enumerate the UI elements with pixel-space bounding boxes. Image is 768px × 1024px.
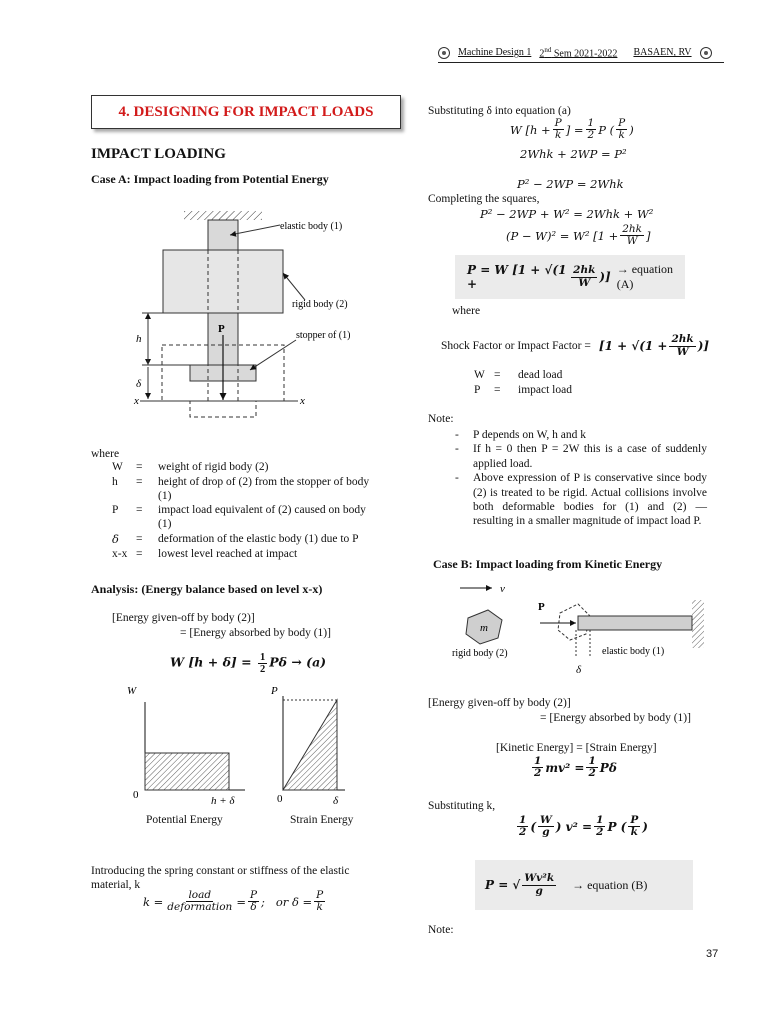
svg-text:rigid body (2): rigid body (2) xyxy=(452,648,508,659)
load-label: P xyxy=(218,323,225,335)
svg-text:x: x xyxy=(300,395,305,407)
equation-A-box: P = W [1 + √(1 + $\frac{2hk}{W}$ )] → equation (A) xyxy=(455,255,685,299)
energy-line-1: [Energy given-off by body (2)] xyxy=(112,612,255,624)
ke-se-line: [Kinetic Energy] = [Strain Energy] xyxy=(496,742,657,754)
svg-text:δ: δ xyxy=(136,378,142,390)
rigid-body xyxy=(163,250,283,313)
case-a-heading: Case A: Impact loading from Potential Energy xyxy=(91,172,329,186)
chapter-title: 4. DESIGNING FOR IMPACT LOADS xyxy=(91,95,401,129)
caseb-energy-line-2: = [Energy absorbed by body (1)] xyxy=(540,712,691,724)
potential-energy-area xyxy=(145,753,229,790)
spring-intro: Introducing the spring constant or stiffness of the elastic material, k xyxy=(91,865,350,892)
svg-text:elastic body (1): elastic body (1) xyxy=(280,221,343,232)
author: BASAEN, RV xyxy=(633,47,692,59)
svg-text:W: W xyxy=(127,685,137,697)
def-row: x-x = lowest level reached at impact xyxy=(112,547,298,560)
caseb-note-label: Note: xyxy=(428,924,454,936)
svg-text:v: v xyxy=(500,583,505,595)
note-item: - Above expression of P is conservative since body (2) is treated to be rigid. Actual collisions involve both deformable bodies for (1) and (2) — resulting in a smaller magnitude of impact load P. xyxy=(473,471,707,529)
eq-step-4: P² − 2WP + W² = 2Whk + W² xyxy=(480,207,654,221)
eq-step-2: 2Whk + 2WP = P² xyxy=(520,147,627,161)
energy-graphs xyxy=(115,680,375,805)
case-b-diagram xyxy=(440,578,720,678)
completing-squares: Completing the squares, xyxy=(428,193,540,205)
def-row: P = impact load equivalent of (2) caused on body (1) xyxy=(112,504,366,531)
seal-icon xyxy=(438,47,450,59)
subst-k: Substituting k, xyxy=(428,800,496,812)
case-a-diagram xyxy=(120,205,350,425)
equation-a: W [h + δ] = $\frac{1}{2}$ Pδ → (a) xyxy=(170,652,327,676)
def-row: δ = deformation of the elastic body (1) due to P xyxy=(112,531,359,546)
strain-energy-area xyxy=(283,700,337,790)
eq-step-1: W [h + $\frac{P}{k}$ ] = $\frac{1}{2}$ P ( $\frac{P}{k}$ ) xyxy=(510,117,634,142)
svg-text:P: P xyxy=(538,601,545,613)
ke-se-equation: $\frac{1}{2}$ mv² = $\frac{1}{2}$ Pδ xyxy=(534,755,617,780)
def-row: W = dead load xyxy=(474,369,563,381)
potential-energy-caption: Potential Energy xyxy=(146,814,223,826)
def-row: P = impact load xyxy=(474,383,572,396)
eq-step-5: (P − W)² = W² [1 + $\frac{2hk}{W}$ ] xyxy=(506,223,651,248)
notes-list xyxy=(455,428,707,529)
svg-text:δ: δ xyxy=(333,795,339,805)
header-rule xyxy=(438,62,724,63)
variable-definitions xyxy=(112,461,372,563)
svg-text:m: m xyxy=(480,622,488,634)
svg-text:h: h xyxy=(136,333,142,345)
svg-text:x: x xyxy=(134,395,139,407)
stopper-outline xyxy=(190,401,256,417)
svg-text:elastic body (1): elastic body (1) xyxy=(602,646,665,657)
svg-text:0: 0 xyxy=(277,793,283,805)
energy-line-2: = [Energy absorbed by body (1)] xyxy=(180,627,331,639)
note-item: - P depends on W, h and k xyxy=(473,428,707,442)
eq-step-3: P² − 2WP = 2Whk xyxy=(517,177,624,191)
subst-delta: Substituting δ into equation (a) xyxy=(428,105,571,117)
ceiling-hatch xyxy=(184,211,262,220)
svg-text:rigid body (2): rigid body (2) xyxy=(292,299,348,310)
elastic-bar xyxy=(578,616,692,630)
where-label: where xyxy=(91,448,120,460)
page-header xyxy=(438,46,728,59)
seal-icon xyxy=(700,47,712,59)
analysis-heading: Analysis: (Energy balance based on level x-x) xyxy=(91,582,323,596)
semester: 2nd Sem 2021-2022 xyxy=(539,46,618,60)
strain-energy-caption: Strain Energy xyxy=(290,814,354,826)
section-title: IMPACT LOADING xyxy=(91,146,226,162)
elastic-body xyxy=(208,220,238,250)
where-right: where xyxy=(452,305,481,317)
svg-text:P: P xyxy=(271,685,278,697)
page-number: 37 xyxy=(706,948,719,960)
svg-text:0: 0 xyxy=(133,789,139,801)
case-b-heading: Case B: Impact loading from Kinetic Energy xyxy=(433,557,663,571)
def-row: h = height of drop of (2) from the stopper of body (1) xyxy=(112,475,370,502)
subst-k-equation: $\frac{1}{2}$ ( $\frac{W}{g}$ ) v² = $\frac{1}{2}$ P ( $\frac{P}{k}$ ) xyxy=(519,814,648,839)
note-item: - If h = 0 then P = 2W this is a case of suddenly applied load. xyxy=(473,442,707,471)
course-name: Machine Design 1 xyxy=(458,47,532,59)
stiffness-equation: k = $\frac{\text{load}}{\text{deformation}}$ = $\frac{P}{\delta}$ ; or δ = $\frac{P}{k}$ xyxy=(143,889,324,914)
right-definitions xyxy=(474,369,572,399)
wall-hatch xyxy=(692,600,704,648)
svg-text:h + δ: h + δ xyxy=(211,795,235,805)
svg-text:stopper of (1): stopper of (1) xyxy=(296,330,350,341)
def-row: W = weight of rigid body (2) xyxy=(112,461,269,473)
equation-B-box: P = √ $\frac{\text{Wv²k}}{g}$ → equation (B) xyxy=(475,860,693,910)
caseb-energy-line-1: [Energy given-off by body (2)] xyxy=(428,697,571,709)
note-label: Note: xyxy=(428,413,454,425)
shock-factor: Shock Factor or Impact Factor = [1 + √(1 + $\frac{2hk}{W}$ )] xyxy=(441,333,710,358)
svg-text:δ: δ xyxy=(576,664,582,676)
